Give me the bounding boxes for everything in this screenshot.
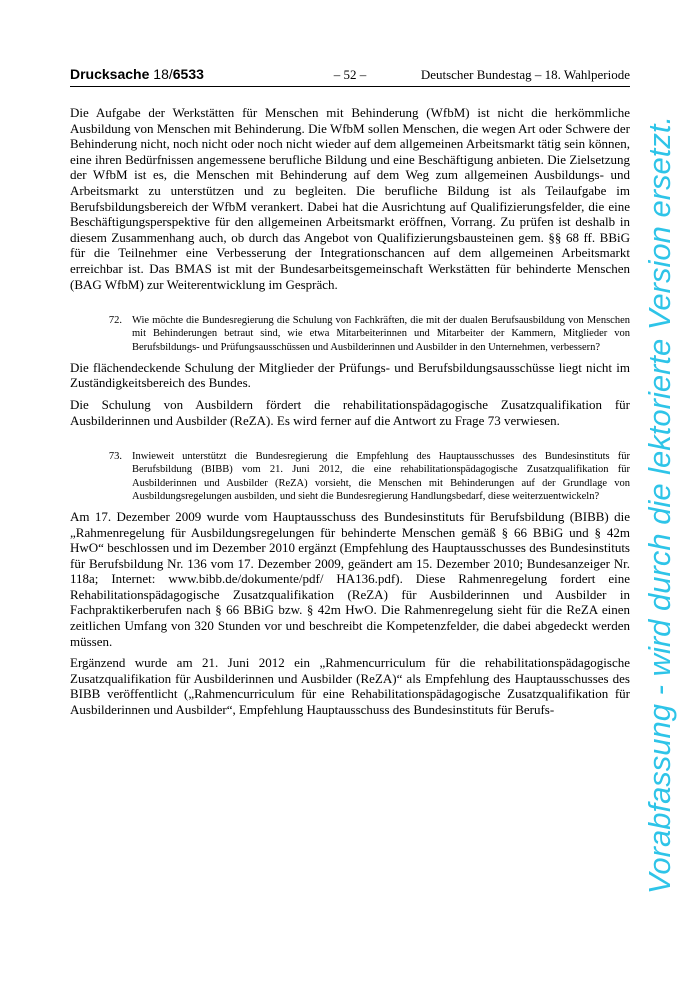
document-number-value: 6533 [172, 66, 204, 82]
question-text: Wie möchte die Bundesregierung die Schulung von Fachkräften, die mit der dualen Berufsausbildung von Menschen mit Behinderungen betraut sind, wie etwa Mitarbeiterinnen und Mitarbeiter der Kammern, Mitglieder von Berufsbildungs- und Prüfungsausschüssen und Ausbilderinnen und Ausbilder in den Unternehmen, verbessern? [132, 315, 630, 353]
page-number: – 52 – [333, 67, 367, 82]
watermark-text: Vorabfassung - wird durch die lektorierte Version ersetzt. [642, 115, 677, 895]
document-number-prefix: 18/ [153, 66, 173, 82]
answer-paragraph: Ergänzend wurde am 21. Juni 2012 ein „Rahmencurriculum für die rehabilitationspädagogische Zusatzqualifikation für Ausbilderinnen und Ausbilder (ReZA)“ als Empfehlung des Hauptausschusses des BIBB veröffentlicht („Rahmencurriculum für eine Rehabilitationspädagogische Zusatzqualifikation für Ausbilderinnen und Ausbilder“, Empfehlung Hauptausschuss des Bundesinstituts für Berufs- [70, 655, 630, 718]
answer-paragraph: Am 17. Dezember 2009 wurde vom Hauptausschuss des Bundesinstituts für Berufsbildung (BIBB) die „Rahmenregelung für Ausbildungsregelungen für behinderte Menschen gemäß § 66 BBiG und § 42m HwO“ beschlossen und im Dezember 2010 ergänzt (Empfehlung des Hauptausschusses des Bundesinstituts für Berufsbildung Nr. 136 vom 17. Dezember 2009, geändert am 15. Dezember 2010; Bundesanzeiger Nr. 118a; Internet: www.bibb.de/dokumente/pdf/ HA136.pdf). Diese Rahmenregelung fordert eine Rehabilitationspädagogische Zusatzqualifikation (ReZA) für Ausbilderinnen und Ausbilder in Fachpraktikerberufen nach § 66 BBiG bzw. § 42m HwO. Die Rahmenregelung sieht für die ReZA einen zeitlichen Umfang von 320 Stunden vor und beschreibt die Kompetenzfelder, die dabei abgedeckt werden müssen. [70, 508, 630, 649]
question-72 [70, 314, 630, 354]
document-label: Drucksache [70, 66, 150, 82]
page-header [70, 66, 630, 87]
question-73 [70, 450, 630, 503]
body-paragraph: Die Aufgabe der Werkstätten für Menschen mit Behinderung (WfbM) ist nicht die herkömmliche Ausbildung von Menschen mit Behinderung. Die WfbM sollen Menschen, die wegen Art oder Schwere der Behinderung nicht, noch nicht oder noch nicht wieder auf dem allgemeinen Arbeitsmarkt tätig sein können, eine ihren Bedürfnissen angemessene berufliche Bildung und eine Beschäftigung anbieten. Die Zielsetzung der WfbM ist es, die Menschen mit Behinderung auf dem Weg zum allgemeinen Ausbildungs- und Arbeitsmarkt zu unterstützen und zu begleiten. Die berufliche Bildung ist als Teilaufgabe im Berufsbildungsbereich der WfbM verankert. Dabei hat die Ausrichtung auf Qualifizierungsfelder, die eine Beschäftigungsperspektive für den allgemeinen Arbeitsmarkt eröffnen, Vorrang. Zu prüfen ist deshalb in diesem Zusammenhang auch, ob durch das Angebot von Qualifizierungsbausteinen gem. §§ 68 ff. BBiG für die Teilnehmer eine Verbesserung der Integrationschancen auf dem allgemeinen Arbeitsmarkt erreichbar ist. Das BMAS ist mit der Bundesarbeitsgemeinschaft Werkstätten für behinderte Menschen (BAG WfbM) zur Weiterentwicklung im Gespräch. [70, 105, 630, 292]
question-text: Inwieweit unterstützt die Bundesregierung die Empfehlung des Hauptausschusses des Bundesinstituts für Berufsbildung (BIBB) vom 21. Juni 2012, die eine rehabilitationspädagogische Zusatzqualifikation für Ausbilderinnen und Ausbilder (ReZA) vorsieht, die Menschen mit Behinderungen auf der Grundlage von Ausbildungsregelungen ausbilden, und sieht die Bundesregierung Handlungsbedarf, diese weiterzuentwickeln? [132, 451, 630, 502]
page-body [70, 105, 630, 724]
answer-paragraph: Die Schulung von Ausbildern fördert die rehabilitationspädagogische Zusatzqualifikation für Ausbilderinnen und Ausbilder (ReZA). Es wird ferner auf die Antwort zu Frage 73 verwiesen. [70, 396, 630, 428]
question-number: 73. [108, 451, 122, 463]
draft-watermark [635, 105, 685, 905]
answer-paragraph: Die flächendeckende Schulung der Mitglieder der Prüfungs- und Berufsbildungsausschüsse liegt nicht im Zuständigkeitsbereich des Bundes. [70, 359, 630, 391]
publisher: Deutscher Bundestag – 18. Wahlperiode [420, 67, 630, 82]
question-number: 72. [108, 315, 122, 327]
